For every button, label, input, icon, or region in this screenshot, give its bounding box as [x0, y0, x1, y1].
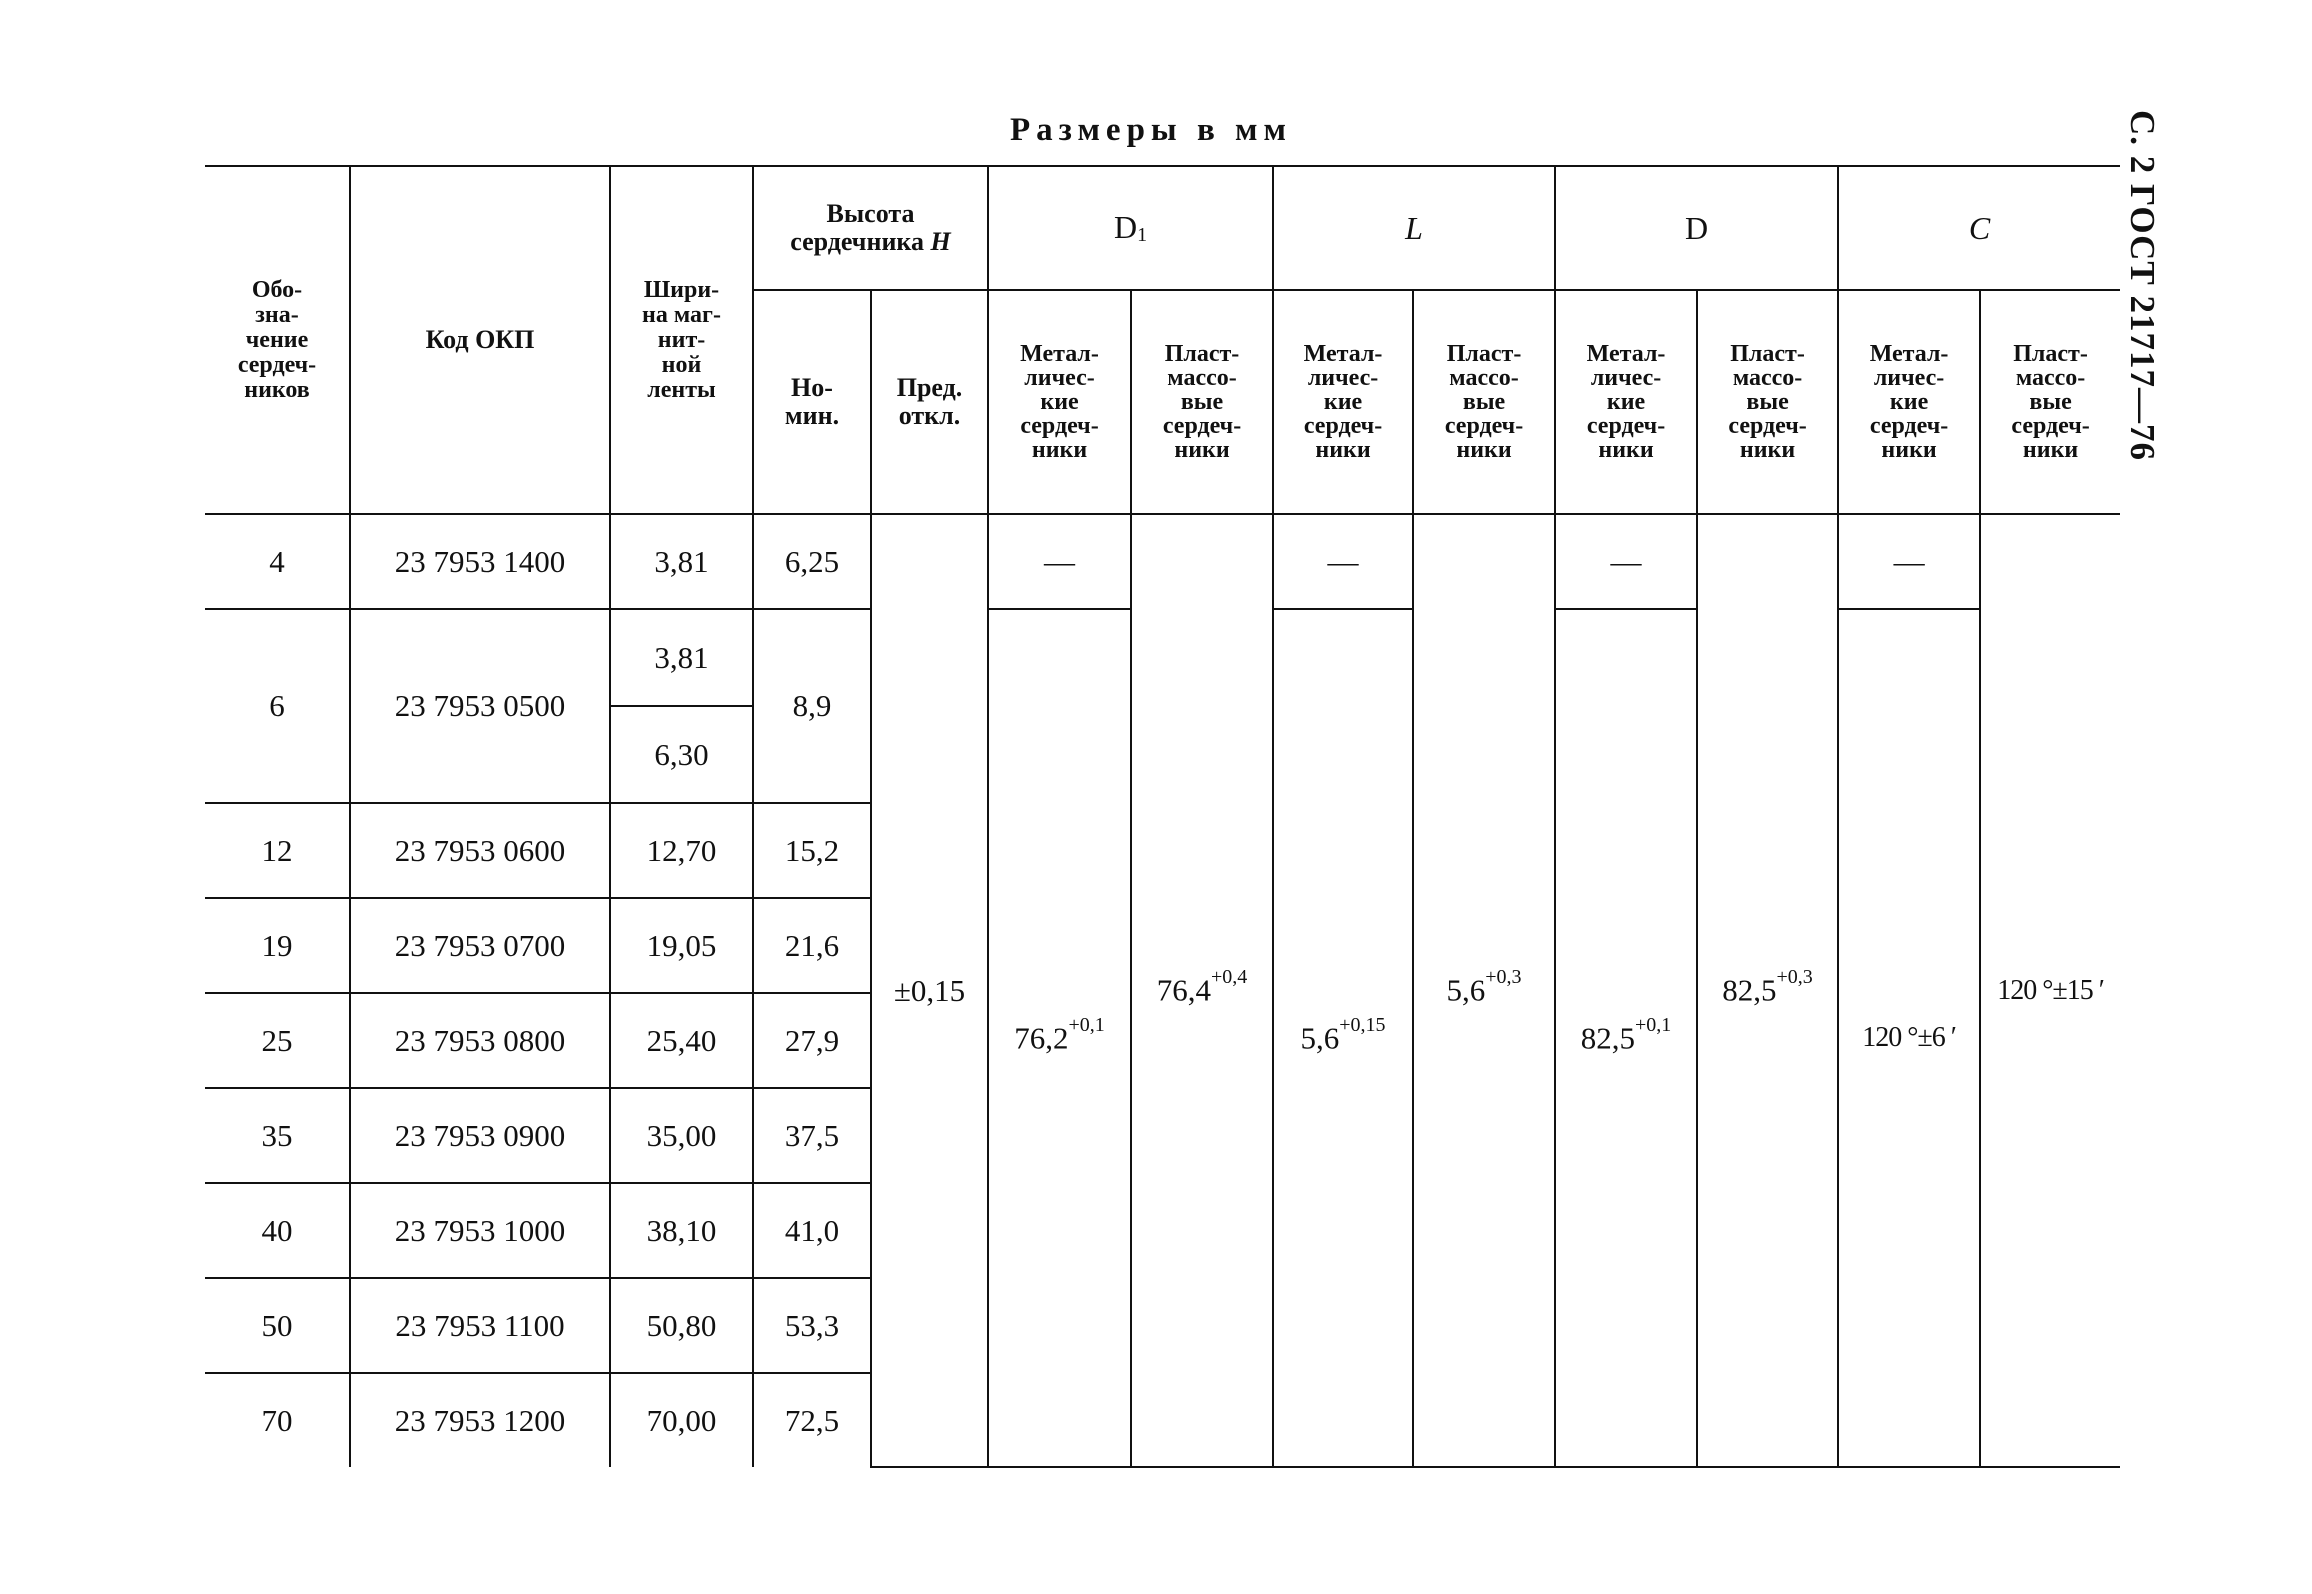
tape-width-cell: 3,81 — [610, 514, 753, 609]
okp-code-cell: 23 7953 1000 — [350, 1183, 610, 1278]
d1-metal-dash: — — [988, 514, 1131, 609]
designation-cell: 12 — [205, 803, 350, 898]
header-c-metal: Метал- личес- кие сердеч- ники — [1838, 290, 1980, 514]
header-d-metal: Метал- личес- кие сердеч- ники — [1555, 290, 1697, 514]
designation-cell: 19 — [205, 898, 350, 993]
designation-cell: 25 — [205, 993, 350, 1088]
designation-cell: 4 — [205, 514, 350, 609]
tape-width-cell: 35,00 — [610, 1088, 753, 1183]
okp-code-cell: 23 7953 0900 — [350, 1088, 610, 1183]
okp-code-cell: 23 7953 1400 — [350, 514, 610, 609]
c-metal-dash: — — [1838, 514, 1980, 609]
header-l-metal: Метал- личес- кие сердеч- ники — [1273, 290, 1413, 514]
l-plastic-cell: $5,6^{+0,3}$ — [1413, 514, 1555, 1467]
header-tolerance: Пред. откл. — [871, 290, 988, 514]
d1-metal-cell: $76,2^{+0,1}$ — [988, 609, 1131, 1467]
d-metal-dash: — — [1555, 514, 1697, 609]
designation-cell: 35 — [205, 1088, 350, 1183]
nominal-height-cell: 41,0 — [753, 1183, 871, 1278]
nominal-height-cell: 53,3 — [753, 1278, 871, 1373]
okp-code-cell: 23 7953 0500 — [350, 609, 610, 803]
nominal-height-cell: 21,6 — [753, 898, 871, 993]
tape-width-cell: 6,30 — [610, 706, 753, 803]
okp-code-cell: 23 7953 1200 — [350, 1373, 610, 1467]
d1-plastic-cell: $76,4^{+0,4}$ — [1131, 514, 1273, 1467]
header-c-plastic: Пласт- массо- вые сердеч- ники — [1980, 290, 2120, 514]
height-tolerance-cell: ±0,15 — [871, 514, 988, 1467]
tape-width-cell: 50,80 — [610, 1278, 753, 1373]
tape-width-cell: 19,05 — [610, 898, 753, 993]
d-metal-cell: $82,5^{+0,1}$ — [1555, 609, 1697, 1467]
nominal-height-cell: 72,5 — [753, 1373, 871, 1467]
tape-width-cell: 12,70 — [610, 803, 753, 898]
nominal-height-cell: 6,25 — [753, 514, 871, 609]
tape-width-cell: 38,10 — [610, 1183, 753, 1278]
nominal-height-cell: 27,9 — [753, 993, 871, 1088]
tape-width-cell: 70,00 — [610, 1373, 753, 1467]
header-nominal: Но- мин. — [753, 290, 871, 514]
header-d1: D1 — [988, 166, 1273, 290]
okp-code-cell: 23 7953 0700 — [350, 898, 610, 993]
core-dimensions-table — [205, 165, 2120, 1468]
designation-cell: 70 — [205, 1373, 350, 1467]
header-tape-width: Шири- на маг- нит- ной ленты — [610, 166, 753, 514]
c-metal-cell: 120 °±6 ′ — [1838, 609, 1980, 1467]
designation-cell: 40 — [205, 1183, 350, 1278]
header-l-plastic: Пласт- массо- вые сердеч- ники — [1413, 290, 1555, 514]
page-running-head: С. 2 ГОСТ 21717—76 — [2123, 110, 2162, 461]
okp-code-cell: 23 7953 0800 — [350, 993, 610, 1088]
d-plastic-cell: $82,5^{+0,3}$ — [1697, 514, 1838, 1467]
nominal-height-cell: 15,2 — [753, 803, 871, 898]
okp-code-cell: 23 7953 1100 — [350, 1278, 610, 1373]
nominal-height-cell: 37,5 — [753, 1088, 871, 1183]
header-designation: Обо- зна- чение сердеч- ников — [205, 166, 350, 514]
header-d: D — [1555, 166, 1838, 290]
header-l: L — [1273, 166, 1555, 290]
nominal-height-cell: 8,9 — [753, 609, 871, 803]
l-metal-cell: $5,6^{+0,15}$ — [1273, 609, 1413, 1467]
header-d-plastic: Пласт- массо- вые сердеч- ники — [1697, 290, 1838, 514]
dimensions-caption: Размеры в мм — [1010, 112, 1292, 148]
header-d1-metal: Метал- личес- кие сердеч- ники — [988, 290, 1131, 514]
l-metal-dash: — — [1273, 514, 1413, 609]
designation-cell: 50 — [205, 1278, 350, 1373]
c-plastic-cell: 120 °±15 ′ — [1980, 514, 2120, 1467]
designation-cell: 6 — [205, 609, 350, 803]
tape-width-cell: 25,40 — [610, 993, 753, 1088]
tape-width-cell: 3,81 — [610, 609, 753, 706]
header-core-height: Высота сердечника H — [753, 166, 988, 290]
header-c: C — [1838, 166, 2120, 290]
table-row — [205, 514, 2120, 609]
okp-code-cell: 23 7953 0600 — [350, 803, 610, 898]
header-d1-plastic: Пласт- массо- вые сердеч- ники — [1131, 290, 1273, 514]
header-okp-code: Код ОКП — [350, 166, 610, 514]
